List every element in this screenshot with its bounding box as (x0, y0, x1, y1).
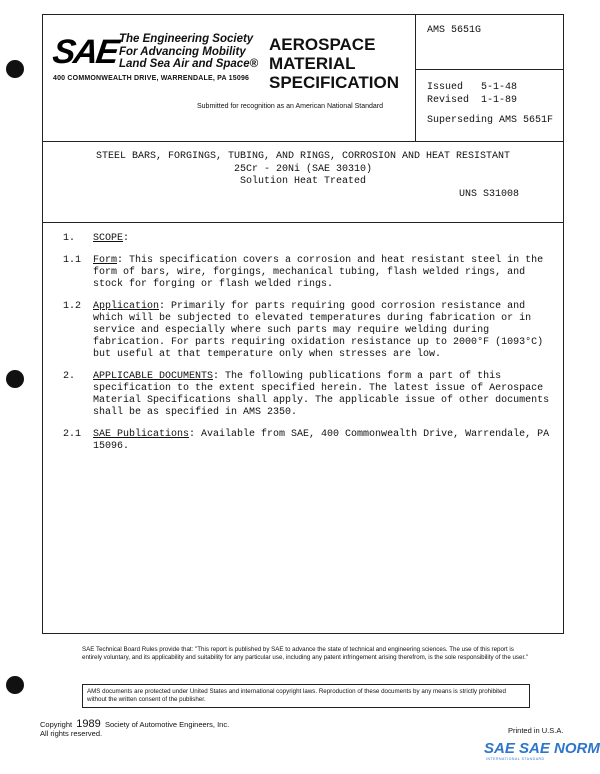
header-divider-ams (415, 69, 563, 70)
copyright-label: Copyright (40, 720, 73, 729)
tagline-line: For Advancing Mobility (119, 45, 246, 58)
section-heading: SAE Publications (93, 429, 190, 440)
section-text: The following publications form a part of this specification to the extent specified herein. The latest issue of Aerospace Material Specifications shall apply. The applicable issue of other documents shall be as specified in AMS 2350. (93, 371, 550, 418)
header-divider (43, 141, 563, 142)
uns-designation: UNS S31008 (458, 189, 519, 200)
section-application (63, 301, 553, 361)
tagline-line: The Engineering Society (119, 33, 254, 45)
doc-type-line: MATERIAL (269, 54, 356, 73)
section-heading: APPLICABLE DOCUMENTS (93, 371, 214, 382)
sae-norm-watermark (484, 740, 600, 761)
section-scope (63, 233, 553, 245)
printed-in: Printed in U.S.A. (508, 726, 564, 735)
board-rules-notice: SAE Technical Board Rules provide that: "This report is published by SAE to advance the state of technical and engineering sciences. The use of this report is entirely voluntary, and its applicability and suitability for any particular use, including any patent infringement arising therefrom, is the sole responsibility of the user." (82, 646, 529, 661)
section-number: 2.1 (63, 429, 82, 440)
doc-type-line: AEROSPACE (269, 35, 376, 54)
watermark-subtitle: INTERNATIONAL STANDARD (486, 757, 545, 761)
heading-colon: : (213, 371, 220, 382)
revised-date: Revised 1-1-89 (427, 95, 518, 106)
specification-frame (42, 14, 564, 634)
section-text: Available from SAE, 400 Commonwealth Drive, Warrendale, PA 15096. (93, 429, 550, 452)
title-line-3: Solution Heat Treated (239, 176, 367, 187)
ams-number: AMS 5651G (427, 25, 482, 36)
section-number: 1. (63, 233, 76, 244)
heading-colon: : (123, 233, 130, 244)
copyright-year: 1989 (76, 718, 101, 730)
binder-hole-bottom (6, 676, 24, 694)
ansi-note: Submitted for recognition as an American National Standard (197, 103, 383, 110)
title-divider (43, 222, 563, 223)
section-number: 2. (63, 371, 76, 382)
section-applicable-documents (63, 371, 553, 419)
title-line-2: 25Cr - 20Ni (SAE 30310) (233, 163, 373, 175)
section-heading: SCOPE (93, 233, 124, 244)
header-divider-vertical (415, 15, 416, 141)
doc-type-line: SPECIFICATION (269, 73, 400, 92)
section-text: Primarily for parts requiring good corrosion resistance and which will be subjected to elevated temperatures during fabrication or in service and especially where such parts may require welding during fabrication. For parts requiring oxidation resistance up to 2000°F (1093°C) but useful at that temperature only when stresses are low. (93, 301, 544, 360)
issue-dates (427, 81, 517, 107)
section-form (63, 255, 553, 291)
section-sae-publications (63, 429, 553, 453)
section-heading: Form (93, 255, 118, 266)
binder-hole-middle (6, 370, 24, 388)
tagline-line: Land Sea Air and Space® (119, 58, 259, 70)
heading-colon: : (189, 429, 196, 440)
section-heading: Application (93, 301, 160, 312)
heading-colon: : (117, 255, 124, 266)
copyright-line (40, 720, 229, 738)
material-title (43, 151, 563, 189)
society-address: 400 COMMONWEALTH DRIVE, WARRENDALE, PA 15096 (53, 75, 250, 82)
superseding-note: Superseding AMS 5651F (427, 115, 554, 126)
binder-hole-top (6, 60, 24, 78)
watermark-text: SAE SAE NORM (484, 740, 600, 757)
copyright-protection-notice: AMS documents are protected under United States and international copyright laws. Reproduction of these documents by any means is strictly prohibited without the written consent of the publisher. (82, 684, 530, 708)
section-number: 1.2 (63, 301, 82, 312)
issued-date: Issued 5-1-48 (427, 82, 518, 93)
rights-reserved: All rights reserved. (40, 729, 103, 738)
sae-logo: SAE (50, 33, 120, 71)
section-number: 1.1 (63, 255, 82, 266)
section-text: This specification covers a corrosion and heat resistant steel in the form of bars, wire, forgings, mechanical tubing, flash welded rings, and stock for forging or flash welded rings. (93, 255, 544, 290)
title-line-1: STEEL BARS, FORGINGS, TUBING, AND RINGS, CORROSION AND HEAT RESISTANT (95, 151, 511, 162)
heading-colon: : (159, 301, 166, 312)
society-tagline (119, 33, 258, 71)
copyright-owner: Society of Automotive Engineers, Inc. (104, 720, 230, 729)
document-type-title (269, 35, 399, 92)
specification-body (63, 233, 553, 463)
